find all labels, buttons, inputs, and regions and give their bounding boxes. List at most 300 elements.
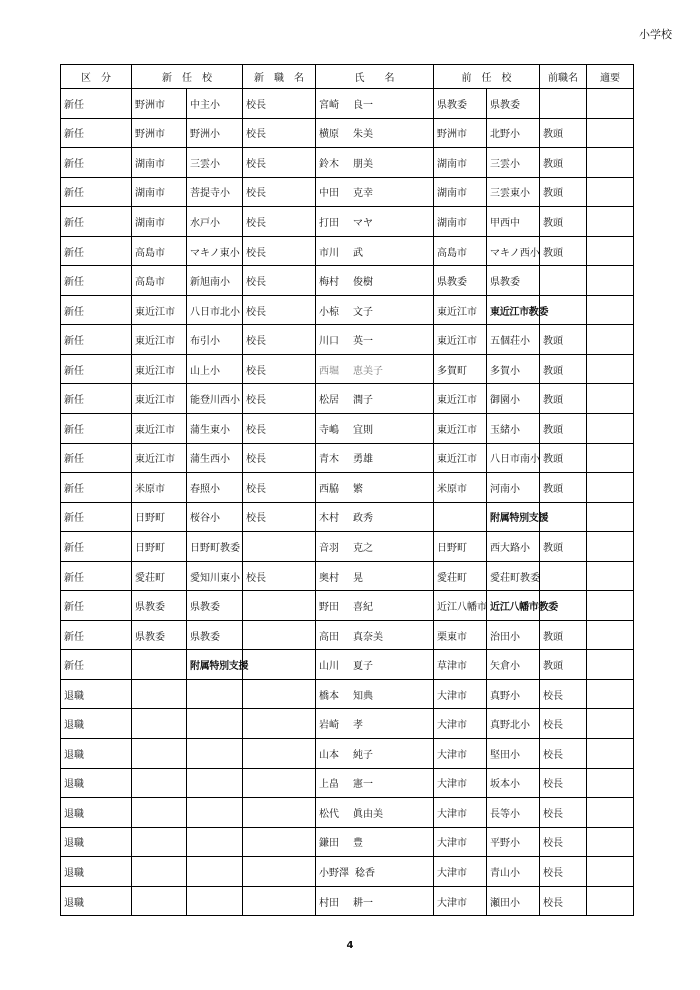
kubun-cell: 退職 xyxy=(61,827,132,857)
new-post-cell xyxy=(243,709,316,739)
prev-school-cell: 近江八幡市教委 xyxy=(487,591,540,621)
new-school-cell: 愛知川東小 xyxy=(187,561,243,591)
kubun-cell: 新任 xyxy=(61,620,132,650)
table-row xyxy=(61,236,634,266)
table-row xyxy=(61,148,634,178)
kubun-cell: 新任 xyxy=(61,561,132,591)
prev-school-cell: 長等小 xyxy=(487,798,540,828)
name-cell xyxy=(316,768,434,798)
kubun-cell: 新任 xyxy=(61,473,132,503)
prev-city-cell: 湖南市 xyxy=(434,148,487,178)
prev-post-cell: 校長 xyxy=(540,768,587,798)
table-row xyxy=(61,886,634,916)
prev-post-cell: 校長 xyxy=(540,857,587,887)
new-school-cell xyxy=(187,857,243,887)
note-cell xyxy=(587,739,634,769)
family-name: 鈴木 xyxy=(319,158,339,170)
given-name: 耕一 xyxy=(353,897,373,909)
prev-school-cell: 多賀小 xyxy=(487,354,540,384)
kubun-cell: 新任 xyxy=(61,177,132,207)
new-city-cell xyxy=(132,768,187,798)
note-cell xyxy=(587,414,634,444)
prev-post-cell: 教頭 xyxy=(540,443,587,473)
name-cell xyxy=(316,236,434,266)
prev-post-cell: 校長 xyxy=(540,739,587,769)
table-row xyxy=(61,561,634,591)
given-name: 勇雄 xyxy=(353,454,373,466)
prev-city-cell: 県教委 xyxy=(434,266,487,296)
new-school-cell: 蒲生西小 xyxy=(187,443,243,473)
new-post-cell: 校長 xyxy=(243,236,316,266)
new-city-cell xyxy=(132,827,187,857)
name-cell xyxy=(316,177,434,207)
new-post-cell: 校長 xyxy=(243,266,316,296)
page-number: 4 xyxy=(346,940,354,951)
new-city-cell: 東近江市 xyxy=(132,414,187,444)
new-city-cell: 湖南市 xyxy=(132,148,187,178)
note-cell xyxy=(587,148,634,178)
table-row xyxy=(61,709,634,739)
header-prev-post: 前職名 xyxy=(540,65,587,89)
prev-city-cell: 大津市 xyxy=(434,798,487,828)
given-name: 晃 xyxy=(353,572,363,584)
table-row xyxy=(61,739,634,769)
prev-school-cell: 県教委 xyxy=(487,266,540,296)
prev-post-cell: 教頭 xyxy=(540,414,587,444)
kubun-cell: 新任 xyxy=(61,502,132,532)
kubun-cell: 新任 xyxy=(61,266,132,296)
name-cell xyxy=(316,148,434,178)
name-cell xyxy=(316,89,434,119)
family-name: 野田 xyxy=(319,602,339,614)
prev-school-cell: 愛荘町教委 xyxy=(487,561,540,591)
header-kubun: 区 分 xyxy=(61,65,132,89)
given-name: 繁 xyxy=(353,483,363,495)
prev-school-cell: 真野小 xyxy=(487,679,540,709)
given-name: 純子 xyxy=(353,749,373,761)
new-city-cell: 湖南市 xyxy=(132,207,187,237)
new-city-cell xyxy=(132,739,187,769)
header-note: 適要 xyxy=(587,65,634,89)
family-name: 西脇 xyxy=(319,483,339,495)
prev-school-cell: 真野北小 xyxy=(487,709,540,739)
name-cell xyxy=(316,620,434,650)
new-city-cell xyxy=(132,798,187,828)
table-row xyxy=(61,207,634,237)
kubun-cell: 新任 xyxy=(61,414,132,444)
given-name: 克幸 xyxy=(353,188,373,200)
new-school-cell: 新旭南小 xyxy=(187,266,243,296)
prev-city-cell: 大津市 xyxy=(434,709,487,739)
prev-city-cell: 東近江市 xyxy=(434,295,487,325)
given-name: 政秀 xyxy=(353,513,373,525)
name-cell xyxy=(316,118,434,148)
new-school-cell: 県教委 xyxy=(187,591,243,621)
new-city-cell xyxy=(132,886,187,916)
new-school-cell: 日野町教委 xyxy=(187,532,243,562)
new-school-cell: 能登川西小 xyxy=(187,384,243,414)
given-name: 朋美 xyxy=(353,158,373,170)
table-row xyxy=(61,620,634,650)
new-post-cell xyxy=(243,798,316,828)
new-school-cell xyxy=(187,886,243,916)
note-cell xyxy=(587,650,634,680)
prev-city-cell: 東近江市 xyxy=(434,443,487,473)
note-cell xyxy=(587,798,634,828)
prev-city-cell: 東近江市 xyxy=(434,384,487,414)
family-name: 打田 xyxy=(319,217,339,229)
family-name: 寺嶋 xyxy=(319,424,339,436)
table-row xyxy=(61,650,634,680)
new-school-cell: マキノ東小 xyxy=(187,236,243,266)
given-name: 克之 xyxy=(353,542,373,554)
prev-post-cell: 校長 xyxy=(540,886,587,916)
prev-school-cell: 県教委 xyxy=(487,89,540,119)
prev-post-cell: 教頭 xyxy=(540,236,587,266)
given-name: 武 xyxy=(353,247,363,259)
prev-school-cell: 東近江市教委 xyxy=(487,295,540,325)
given-name: 喜紀 xyxy=(353,602,373,614)
table-row xyxy=(61,679,634,709)
prev-post-cell: 校長 xyxy=(540,827,587,857)
new-post-cell: 校長 xyxy=(243,443,316,473)
kubun-cell: 新任 xyxy=(61,89,132,119)
note-cell xyxy=(587,236,634,266)
new-school-cell: 蒲生東小 xyxy=(187,414,243,444)
note-cell xyxy=(587,561,634,591)
new-post-cell xyxy=(243,591,316,621)
family-name: 山川 xyxy=(319,661,339,673)
new-post-cell xyxy=(243,620,316,650)
name-cell xyxy=(316,266,434,296)
table-row xyxy=(61,443,634,473)
family-name: 山本 xyxy=(319,749,339,761)
note-cell xyxy=(587,473,634,503)
new-city-cell xyxy=(132,857,187,887)
note-cell xyxy=(587,118,634,148)
table-row xyxy=(61,354,634,384)
new-post-cell xyxy=(243,650,316,680)
name-cell xyxy=(316,532,434,562)
kubun-cell: 新任 xyxy=(61,443,132,473)
new-post-cell: 校長 xyxy=(243,354,316,384)
note-cell xyxy=(587,384,634,414)
kubun-cell: 新任 xyxy=(61,207,132,237)
kubun-cell: 退職 xyxy=(61,886,132,916)
given-name: 夏子 xyxy=(353,661,373,673)
note-cell xyxy=(587,89,634,119)
prev-city-cell: 湖南市 xyxy=(434,177,487,207)
new-post-cell xyxy=(243,827,316,857)
new-post-cell xyxy=(243,768,316,798)
prev-school-cell: 三雲東小 xyxy=(487,177,540,207)
name-cell xyxy=(316,473,434,503)
new-school-cell xyxy=(187,798,243,828)
new-post-cell: 校長 xyxy=(243,89,316,119)
prev-post-cell: 教頭 xyxy=(540,650,587,680)
new-city-cell: 野洲市 xyxy=(132,89,187,119)
note-cell xyxy=(587,620,634,650)
table-row xyxy=(61,384,634,414)
family-name: 橋本 xyxy=(319,690,339,702)
family-name: 木村 xyxy=(319,513,339,525)
family-name: 村田 xyxy=(319,897,339,909)
kubun-cell: 退職 xyxy=(61,768,132,798)
prev-city-cell: 湖南市 xyxy=(434,207,487,237)
name-cell xyxy=(316,650,434,680)
prev-post-cell xyxy=(540,561,587,591)
prev-city-cell: 東近江市 xyxy=(434,325,487,355)
name-cell xyxy=(316,561,434,591)
new-post-cell: 校長 xyxy=(243,384,316,414)
prev-post-cell: 教頭 xyxy=(540,325,587,355)
family-name: 宮崎 xyxy=(319,99,339,111)
prev-school-cell: 北野小 xyxy=(487,118,540,148)
note-cell xyxy=(587,857,634,887)
new-post-cell xyxy=(243,857,316,887)
note-cell xyxy=(587,768,634,798)
name-cell xyxy=(316,325,434,355)
new-post-cell: 校長 xyxy=(243,502,316,532)
new-city-cell: 高島市 xyxy=(132,266,187,296)
kubun-cell: 新任 xyxy=(61,532,132,562)
new-city-cell: 愛荘町 xyxy=(132,561,187,591)
new-city-cell: 米原市 xyxy=(132,473,187,503)
given-name: 稔香 xyxy=(355,867,375,879)
new-school-cell: 三雲小 xyxy=(187,148,243,178)
kubun-cell: 新任 xyxy=(61,650,132,680)
given-name: 知典 xyxy=(353,690,373,702)
given-name: 憲一 xyxy=(353,779,373,791)
kubun-cell: 新任 xyxy=(61,384,132,414)
prev-city-cell: 大津市 xyxy=(434,857,487,887)
family-name: 鎌田 xyxy=(319,838,339,850)
new-post-cell xyxy=(243,679,316,709)
note-cell xyxy=(587,591,634,621)
new-post-cell: 校長 xyxy=(243,561,316,591)
kubun-cell: 新任 xyxy=(61,236,132,266)
note-cell xyxy=(587,354,634,384)
table-body xyxy=(61,89,634,916)
table-row xyxy=(61,177,634,207)
given-name: 真奈美 xyxy=(353,631,383,643)
prev-city-cell: 東近江市 xyxy=(434,414,487,444)
new-post-cell: 校長 xyxy=(243,473,316,503)
new-city-cell: 県教委 xyxy=(132,591,187,621)
new-post-cell xyxy=(243,532,316,562)
new-school-cell: 山上小 xyxy=(187,354,243,384)
header-name: 氏 名 xyxy=(316,65,434,89)
name-cell xyxy=(316,207,434,237)
new-city-cell xyxy=(132,709,187,739)
name-cell xyxy=(316,739,434,769)
new-post-cell: 校長 xyxy=(243,207,316,237)
note-cell xyxy=(587,207,634,237)
prev-city-cell: 多賀町 xyxy=(434,354,487,384)
given-name: 英一 xyxy=(353,336,373,348)
table-row xyxy=(61,768,634,798)
kubun-cell: 退職 xyxy=(61,857,132,887)
given-name: 良一 xyxy=(353,99,373,111)
prev-school-cell: 西大路小 xyxy=(487,532,540,562)
prev-city-cell: 野洲市 xyxy=(434,118,487,148)
name-cell xyxy=(316,443,434,473)
given-name: 豊 xyxy=(353,838,363,850)
new-city-cell: 湖南市 xyxy=(132,177,187,207)
new-post-cell: 校長 xyxy=(243,325,316,355)
note-cell xyxy=(587,266,634,296)
family-name: 横原 xyxy=(319,129,339,141)
prev-school-cell: マキノ西小 xyxy=(487,236,540,266)
header-new-school: 新 任 校 xyxy=(132,65,243,89)
family-name: 高田 xyxy=(319,631,339,643)
prev-school-cell: 玉緒小 xyxy=(487,414,540,444)
prev-post-cell: 教頭 xyxy=(540,177,587,207)
table-row xyxy=(61,532,634,562)
new-post-cell: 校長 xyxy=(243,148,316,178)
prev-school-cell: 堅田小 xyxy=(487,739,540,769)
personnel-table xyxy=(60,64,634,916)
prev-city-cell: 近江八幡市 xyxy=(434,591,487,621)
new-city-cell: 日野町 xyxy=(132,532,187,562)
new-post-cell: 校長 xyxy=(243,295,316,325)
family-name: 梅村 xyxy=(319,277,339,289)
family-name: 松居 xyxy=(319,395,339,407)
name-cell xyxy=(316,384,434,414)
new-city-cell: 日野町 xyxy=(132,502,187,532)
given-name: マヤ xyxy=(353,217,373,229)
new-school-cell xyxy=(187,679,243,709)
prev-post-cell: 教頭 xyxy=(540,118,587,148)
prev-school-cell: 甲西中 xyxy=(487,207,540,237)
new-city-cell: 高島市 xyxy=(132,236,187,266)
name-cell xyxy=(316,827,434,857)
kubun-cell: 退職 xyxy=(61,739,132,769)
prev-city-cell: 愛荘町 xyxy=(434,561,487,591)
table-row xyxy=(61,295,634,325)
table-row xyxy=(61,414,634,444)
prev-post-cell: 教頭 xyxy=(540,532,587,562)
prev-school-cell: 坂本小 xyxy=(487,768,540,798)
table-row xyxy=(61,118,634,148)
note-cell xyxy=(587,709,634,739)
family-name: 西堀 xyxy=(319,365,339,377)
note-cell xyxy=(587,532,634,562)
new-school-cell: 菩提寺小 xyxy=(187,177,243,207)
given-name: 恵美子 xyxy=(353,365,383,377)
kubun-cell: 新任 xyxy=(61,591,132,621)
prev-city-cell: 大津市 xyxy=(434,886,487,916)
new-school-cell: 桜谷小 xyxy=(187,502,243,532)
prev-city-cell: 草津市 xyxy=(434,650,487,680)
name-cell xyxy=(316,857,434,887)
name-cell xyxy=(316,798,434,828)
new-post-cell: 校長 xyxy=(243,177,316,207)
kubun-cell: 退職 xyxy=(61,679,132,709)
given-name: 文子 xyxy=(353,306,373,318)
kubun-cell: 新任 xyxy=(61,118,132,148)
prev-school-cell: 河南小 xyxy=(487,473,540,503)
family-name: 小椋 xyxy=(319,306,339,318)
prev-post-cell: 教頭 xyxy=(540,620,587,650)
new-school-cell: 県教委 xyxy=(187,620,243,650)
new-school-cell: 水戸小 xyxy=(187,207,243,237)
prev-city-cell: 日野町 xyxy=(434,532,487,562)
kubun-cell: 退職 xyxy=(61,709,132,739)
prev-post-cell: 教頭 xyxy=(540,354,587,384)
family-name: 上畠 xyxy=(319,779,339,791)
name-cell xyxy=(316,886,434,916)
name-cell xyxy=(316,679,434,709)
prev-school-cell: 治田小 xyxy=(487,620,540,650)
prev-post-cell: 教頭 xyxy=(540,148,587,178)
new-post-cell xyxy=(243,886,316,916)
header-prev-school: 前 任 校 xyxy=(434,65,540,89)
prev-post-cell: 校長 xyxy=(540,798,587,828)
prev-school-cell: 平野小 xyxy=(487,827,540,857)
new-city-cell: 東近江市 xyxy=(132,354,187,384)
new-city-cell: 野洲市 xyxy=(132,118,187,148)
new-school-cell xyxy=(187,739,243,769)
prev-city-cell: 大津市 xyxy=(434,827,487,857)
prev-post-cell: 教頭 xyxy=(540,207,587,237)
prev-post-cell: 教頭 xyxy=(540,384,587,414)
family-name: 小野澤 xyxy=(319,867,349,879)
table-row xyxy=(61,266,634,296)
new-city-cell: 東近江市 xyxy=(132,325,187,355)
new-post-cell: 校長 xyxy=(243,414,316,444)
table-row xyxy=(61,473,634,503)
prev-post-cell xyxy=(540,89,587,119)
new-school-cell: 中主小 xyxy=(187,89,243,119)
family-name: 中田 xyxy=(319,188,339,200)
prev-city-cell: 高島市 xyxy=(434,236,487,266)
name-cell xyxy=(316,709,434,739)
kubun-cell: 退職 xyxy=(61,798,132,828)
new-school-cell: 野洲小 xyxy=(187,118,243,148)
prev-school-cell: 矢倉小 xyxy=(487,650,540,680)
name-cell xyxy=(316,502,434,532)
prev-school-cell: 瀬田小 xyxy=(487,886,540,916)
family-name: 奥村 xyxy=(319,572,339,584)
table-row xyxy=(61,89,634,119)
name-cell xyxy=(316,354,434,384)
new-school-cell xyxy=(187,709,243,739)
prev-city-cell: 県教委 xyxy=(434,89,487,119)
prev-post-cell: 校長 xyxy=(540,709,587,739)
new-school-cell: 布引小 xyxy=(187,325,243,355)
prev-school-cell: 附属特別支援 xyxy=(487,502,540,532)
prev-city-cell: 大津市 xyxy=(434,768,487,798)
prev-city-cell xyxy=(434,502,487,532)
given-name: 潤子 xyxy=(353,395,373,407)
table-row xyxy=(61,325,634,355)
note-cell xyxy=(587,325,634,355)
new-school-cell: 附属特別支援 xyxy=(187,650,243,680)
given-name: 宜則 xyxy=(353,424,373,436)
family-name: 市川 xyxy=(319,247,339,259)
prev-school-cell: 八日市南小 xyxy=(487,443,540,473)
new-city-cell: 東近江市 xyxy=(132,295,187,325)
given-name: 俊樹 xyxy=(353,277,373,289)
prev-city-cell: 大津市 xyxy=(434,679,487,709)
name-cell xyxy=(316,591,434,621)
new-school-cell xyxy=(187,827,243,857)
school-type-label: 小学校 xyxy=(639,28,672,41)
prev-school-cell: 青山小 xyxy=(487,857,540,887)
given-name: 孝 xyxy=(353,720,363,732)
table-row xyxy=(61,827,634,857)
